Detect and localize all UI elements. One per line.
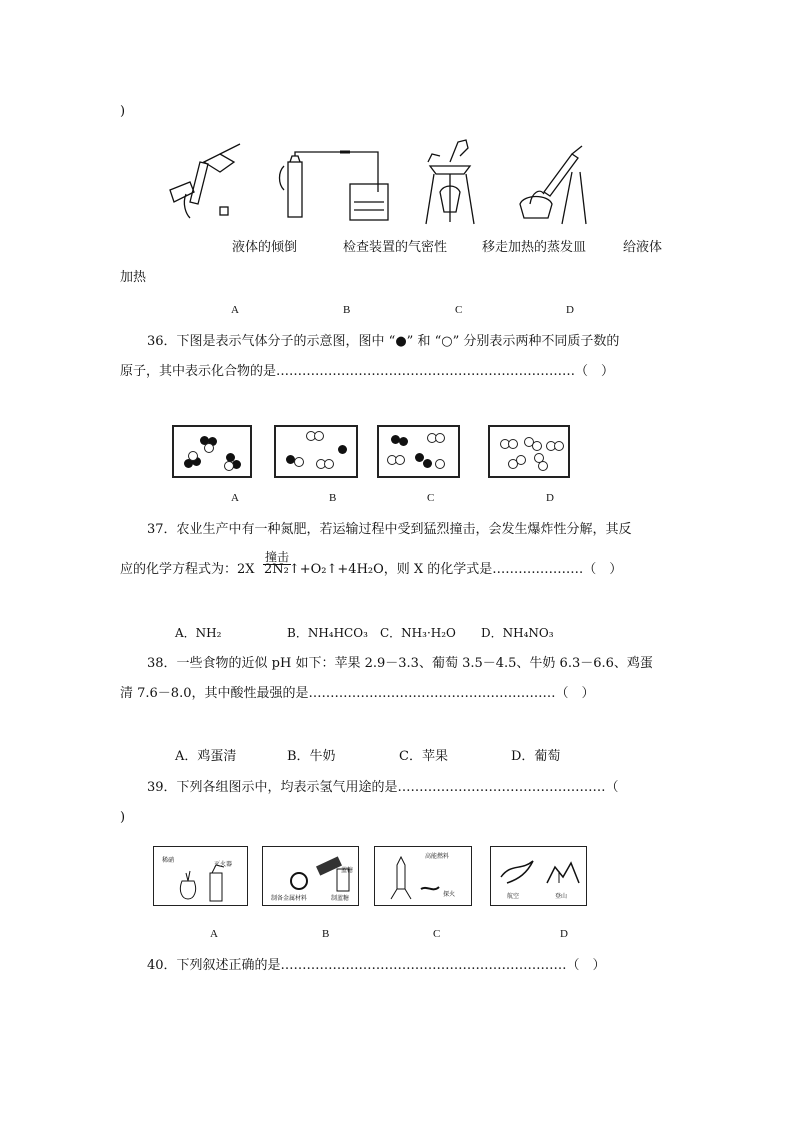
q36-stem-line1: 36．下图是表示气体分子的示意图，图中 “●” 和 “○” 分别表示两种不同质子数的 bbox=[147, 334, 620, 349]
q39-option-b: B bbox=[322, 928, 330, 940]
q37-stem-line2-prefix: 应的化学方程式为：2X bbox=[120, 562, 255, 577]
pouring-liquid-drawing bbox=[170, 144, 240, 218]
q35-caption-a: 液体的倾倒 bbox=[232, 240, 298, 255]
q38-stem-line1: 38．一些食物的近似 pH 如下：苹果 2.9－3.3、葡萄 3.5－4.5、牛奶 6.3－6.6、鸡蛋 bbox=[147, 656, 653, 671]
q35-caption-b: 检查装置的气密性 bbox=[343, 240, 448, 255]
q37-reaction-condition: 撞击 bbox=[265, 550, 290, 564]
q38-option-c[interactable]: C．苹果 bbox=[399, 749, 448, 764]
q36-stem-line2: 原子，其中表示化合物的是……………………………………………………………（ ） bbox=[120, 364, 615, 379]
q39-option-c: C bbox=[433, 928, 441, 940]
q36-molecule-box-a bbox=[172, 425, 252, 478]
q40-stem-line1: 40．下列叙述正确的是…………………………………………………………（ ） bbox=[147, 958, 606, 973]
q36-molecule-box-d bbox=[488, 425, 570, 478]
q36-option-b: B bbox=[329, 492, 337, 504]
q38-option-a[interactable]: A．鸡蛋清 bbox=[175, 749, 237, 764]
q37-option-d[interactable]: D．NH₄NO₃ bbox=[481, 626, 554, 640]
evaporating-dish-drawing bbox=[426, 140, 474, 224]
q37-stem-line1: 37．农业生产中有一种氮肥，若运输过程中受到猛烈撞击，会发生爆炸性分解，其反 bbox=[147, 522, 632, 537]
q36-molecule-box-c bbox=[377, 425, 460, 478]
q35-apparatus-drawings bbox=[160, 132, 660, 227]
q35-option-a: A bbox=[231, 304, 239, 316]
q39-picture-d: 航空 登山 bbox=[490, 846, 587, 906]
q39-stem-line2: ) bbox=[120, 810, 126, 825]
q39-option-d: D bbox=[560, 928, 568, 940]
q37-stem-line2-rest: 2N₂↑+O₂↑+4H₂O，则 X 的化学式是…………………（ ） bbox=[264, 562, 623, 577]
q35-option-b: B bbox=[343, 304, 351, 316]
heating-liquid-drawing bbox=[520, 146, 586, 224]
q35-caption-d: 给液体 bbox=[623, 240, 663, 255]
q39-stem-line1: 39．下列各组图示中，均表示氢气用途的是…………………………………………（ bbox=[147, 780, 619, 795]
q35-caption-wrap: 加热 bbox=[120, 270, 147, 285]
airtightness-check-drawing bbox=[280, 152, 389, 220]
q35-option-c: C bbox=[455, 304, 463, 316]
q36-option-a: A bbox=[231, 492, 239, 504]
q36-option-d: D bbox=[546, 492, 554, 504]
q38-option-d[interactable]: D．葡萄 bbox=[511, 749, 561, 764]
q38-option-b[interactable]: B．牛奶 bbox=[287, 749, 336, 764]
q37-option-b[interactable]: B．NH₄HCO₃ bbox=[287, 626, 368, 640]
q39-picture-b: 制备金属材料 制蓝糖 蓝糖 bbox=[262, 846, 359, 906]
q37-option-c[interactable]: C．NH₃·H₂O bbox=[380, 626, 456, 640]
q39-option-a: A bbox=[210, 928, 218, 940]
q35-option-d: D bbox=[566, 304, 574, 316]
q39-picture-a: 稀硝 灭火器 bbox=[153, 846, 248, 906]
q37-option-a[interactable]: A．NH₂ bbox=[175, 626, 222, 640]
q36-option-c: C bbox=[427, 492, 435, 504]
q35-bracket-close: ) bbox=[120, 104, 126, 119]
q36-molecule-box-b bbox=[274, 425, 358, 478]
q35-caption-c: 移走加热的蒸发皿 bbox=[482, 240, 587, 255]
q38-stem-line2: 清 7.6－8.0，其中酸性最强的是…………………………………………………（ ） bbox=[120, 686, 595, 701]
q39-picture-c: 高能燃料 探火 bbox=[374, 846, 472, 906]
